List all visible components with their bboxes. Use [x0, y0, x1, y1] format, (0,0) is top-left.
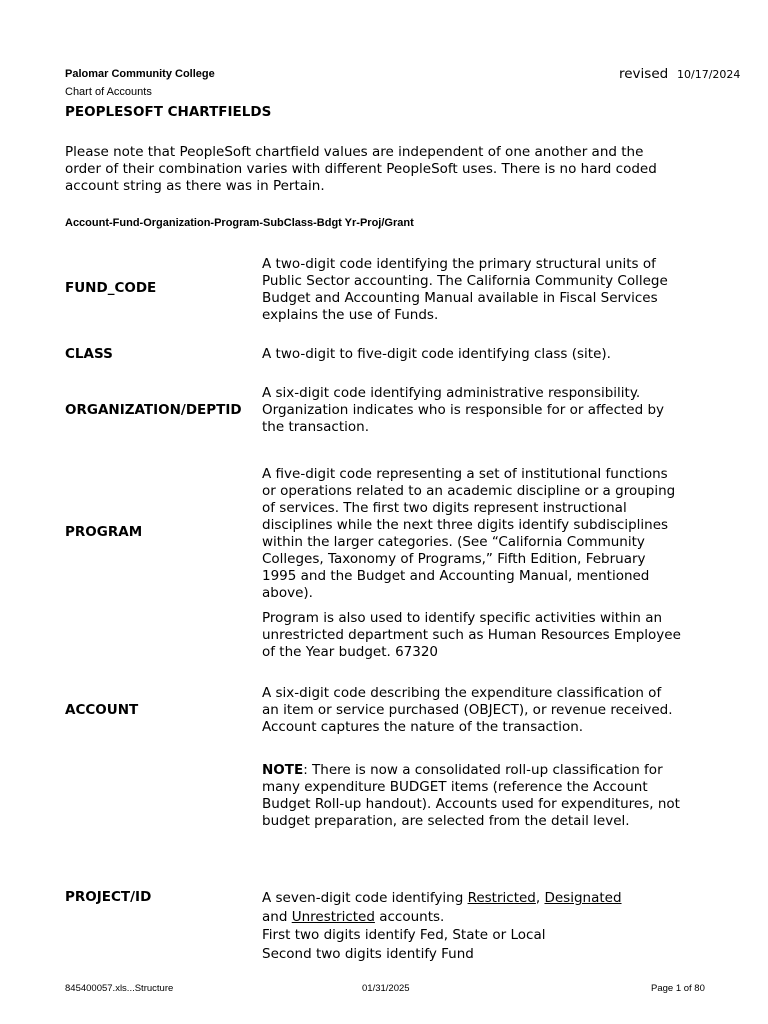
- project-id-line-3: Second two digits identify Fund: [262, 945, 474, 962]
- account-note: [262, 762, 682, 830]
- organization-name: Palomar Community College: [65, 68, 215, 80]
- fund-code-term: FUND_CODE: [65, 280, 157, 296]
- account-term: ACCOUNT: [65, 702, 139, 718]
- class-description: A two-digit to five-digit code identifying class (site).: [262, 346, 611, 362]
- program-description-extra: Program is also used to identify specific activities within an unrestricted department such as Human Resources Employee of the Year budget. 67320: [262, 610, 681, 660]
- project-id-line-2: First two digits identify Fed, State or Local: [262, 927, 546, 943]
- program-term: PROGRAM: [65, 524, 143, 540]
- designated-link: Designated: [544, 890, 622, 906]
- revised-label: revised: [619, 66, 669, 82]
- class-term: CLASS: [65, 346, 113, 362]
- fund-code-description: A two-digit code identifying the primary structural units of Public Sector accounting. The California Community College Budget and Accounting Manual available in Fiscal Services explains the use of Funds.: [262, 256, 668, 323]
- project-id-term: PROJECT/ID: [65, 889, 152, 905]
- note-text: : There is now a consolidated roll-up classification for many expenditure BUDGET items (reference the Account Budget Roll-up handout). Accounts used for expenditures, not budget preparation, are selected from the detail level.: [262, 762, 680, 829]
- note-label: NOTE: [262, 762, 304, 778]
- restricted-link: Restricted: [467, 890, 536, 906]
- unrestricted-link: Unrestricted: [291, 908, 375, 925]
- project-id-description: A seven-digit code identifying Restricted, Designated and Unrestricted accounts. First two digits identify Fed, State or Local Second two digits identify Fund: [262, 889, 682, 963]
- revised-date: 10/17/2024: [677, 68, 741, 81]
- page-title: PEOPLESOFT CHARTFIELDS: [65, 104, 272, 120]
- chartfield-string-order: Account-Fund-Organization-Program-SubClass-Bdgt Yr-Proj/Grant: [65, 217, 414, 229]
- document-subtitle: Chart of Accounts: [65, 86, 152, 98]
- organization-term: ORGANIZATION/DEPTID: [65, 402, 242, 418]
- intro-paragraph: Please note that PeopleSoft chartfield values are independent of one another and the order of their combination varies with different PeopleSoft uses. There is no hard coded account string as there was in Pertain.: [65, 144, 657, 194]
- footer-date: 01/31/2025: [362, 983, 410, 994]
- organization-description: A six-digit code identifying administrative responsibility. Organization indicates who is responsible for or affected by the transaction.: [262, 385, 665, 435]
- footer-file-name: 845400057.xls...Structure: [65, 983, 174, 994]
- account-description: A six-digit code describing the expenditure classification of an item or service purchased (OBJECT), or revenue received. Account captures the nature of the transaction.: [262, 685, 673, 735]
- footer-page-number: Page 1 of 80: [651, 983, 705, 994]
- program-description: A five-digit code representing a set of institutional functions or operations related to an academic discipline or a grouping of services. The first two digits represent instructional disciplines while the next three digits identify subdisciplines within the larger categories. (See “California Community Colleges, Taxonomy of Programs,” Fifth Edition, February 1995 and the Budget and Accounting Manual, mentioned above).: [262, 466, 676, 601]
